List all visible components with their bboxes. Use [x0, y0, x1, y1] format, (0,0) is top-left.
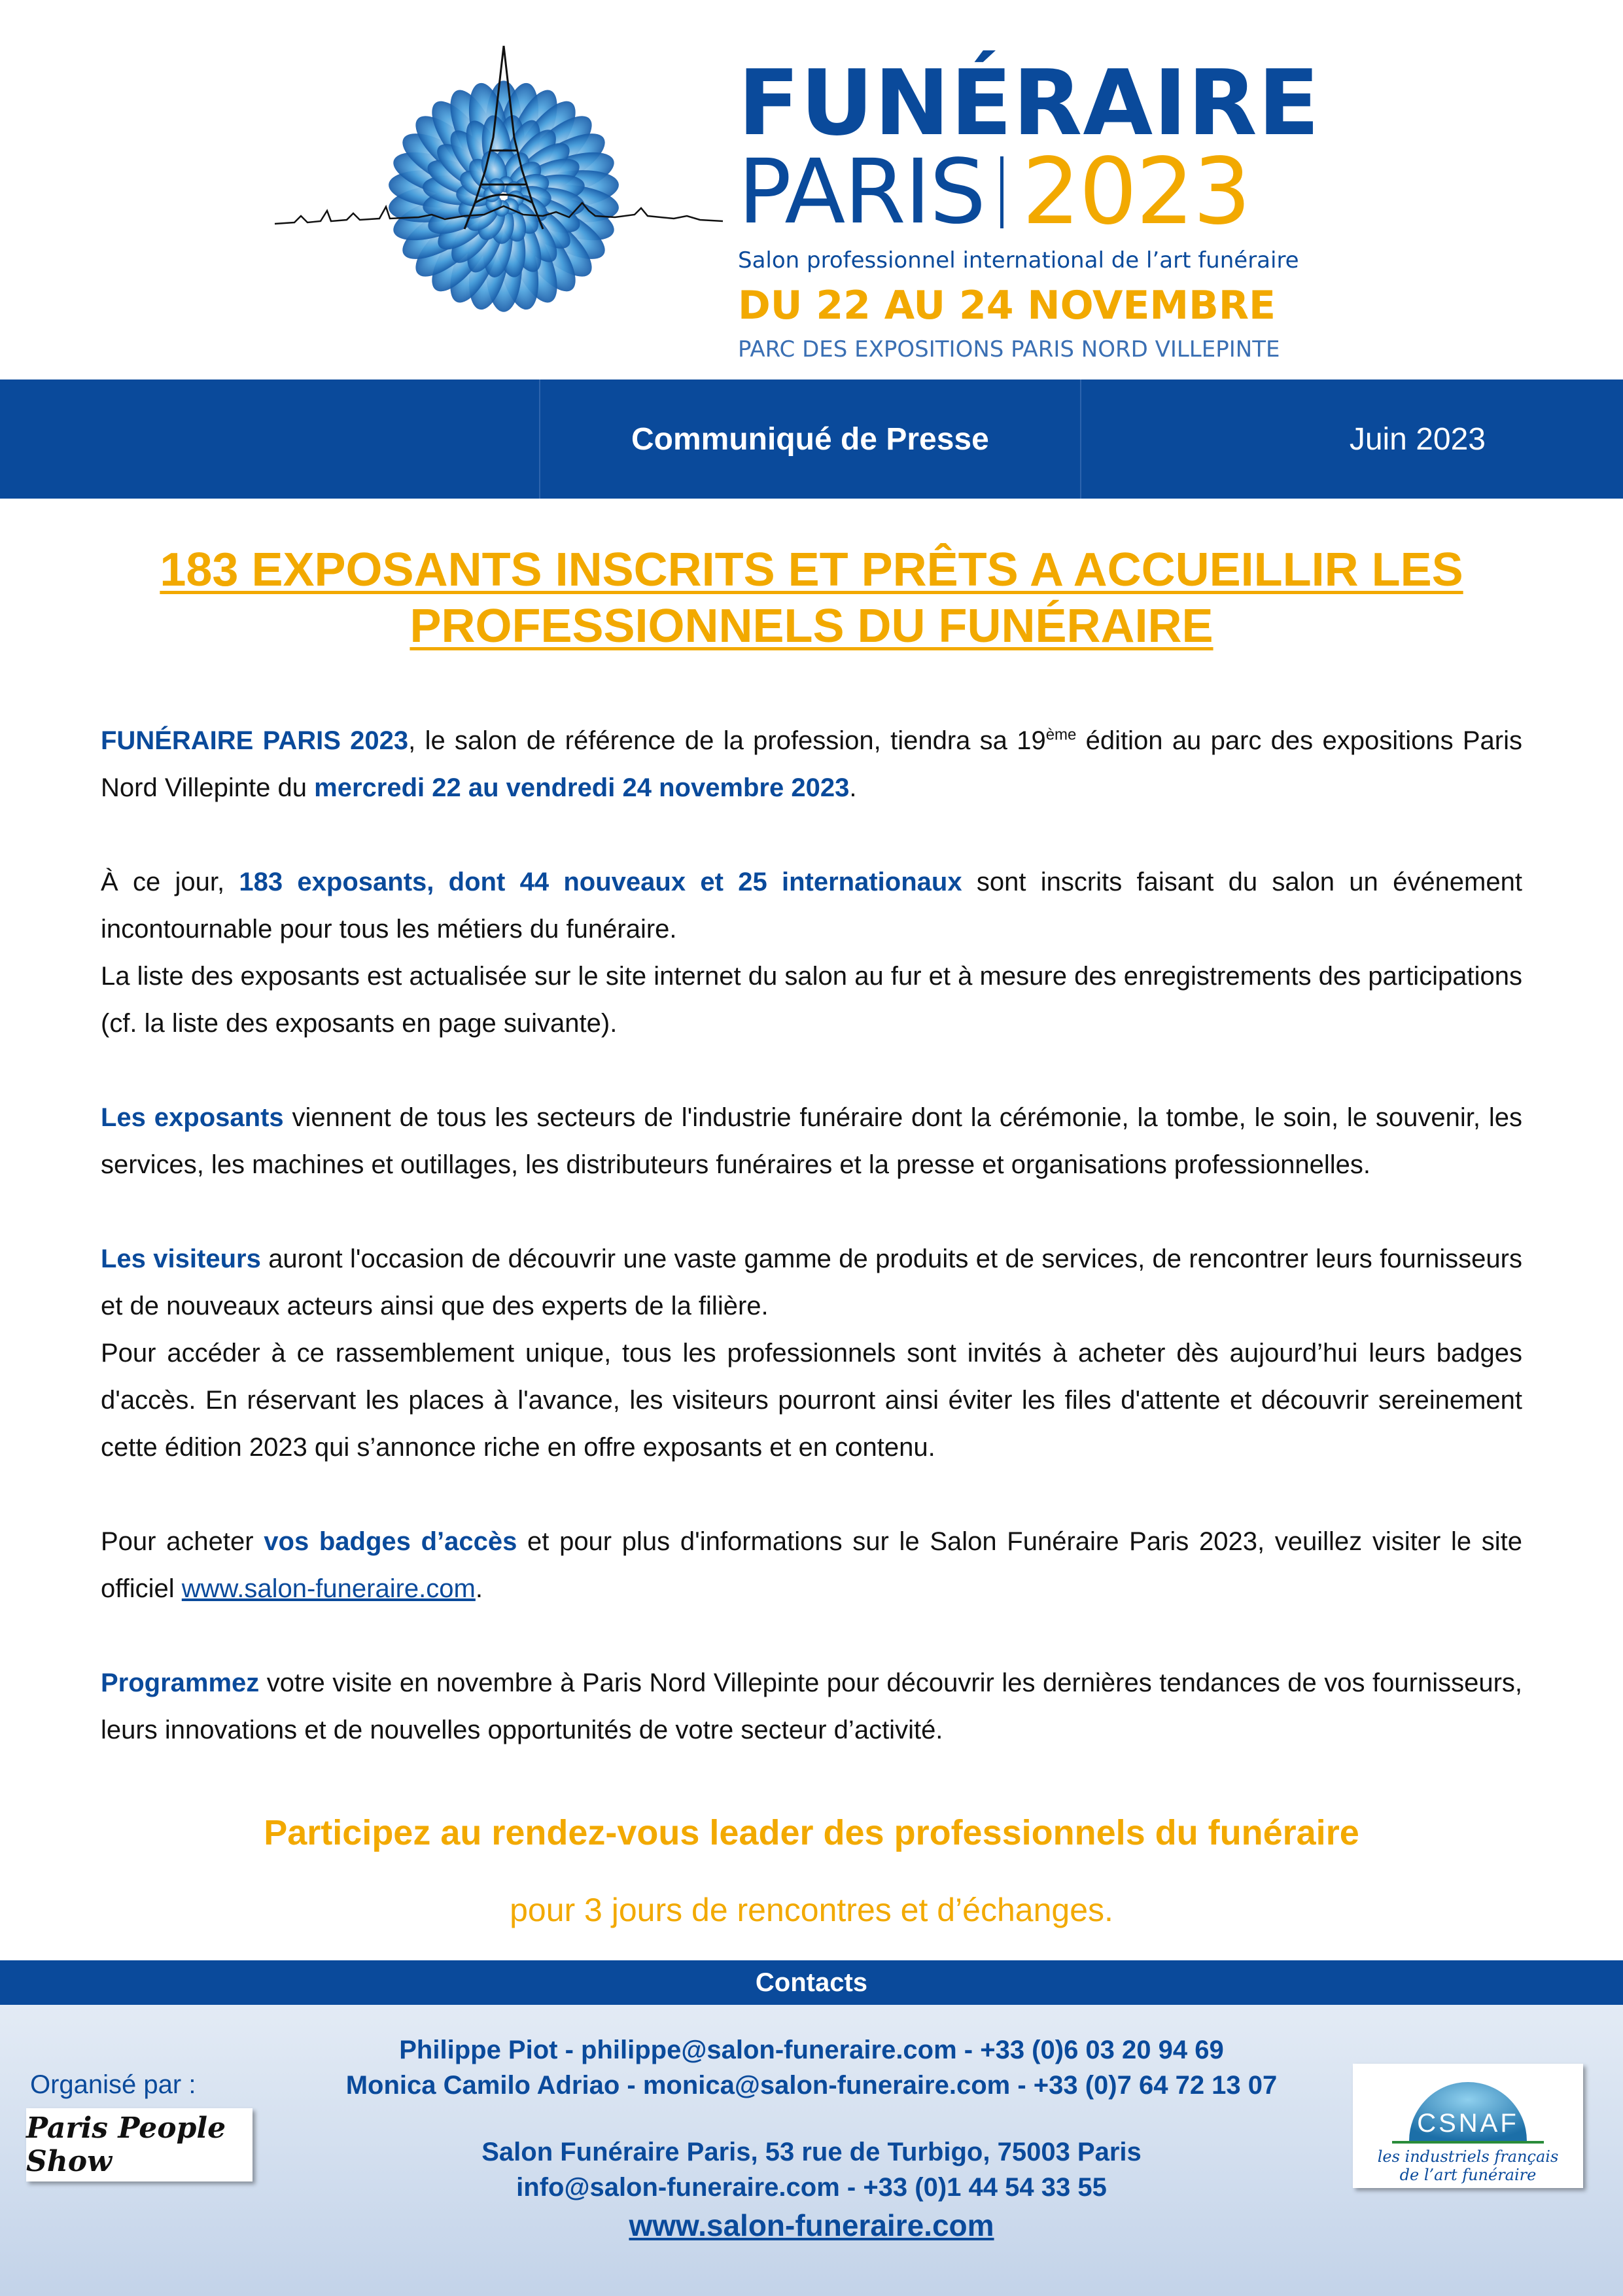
- cta-line-1: Participez au rendez-vous leader des professionnels du funéraire: [264, 1813, 1359, 1852]
- brand-dates: DU 22 AU 24 NOVEMBRE: [738, 283, 1276, 328]
- superscript: ème: [1045, 726, 1077, 744]
- paragraph-exhibitors: [101, 1094, 1522, 1188]
- bold-plan: Programmez: [101, 1669, 260, 1697]
- paragraph-buy-badges: [101, 1518, 1522, 1612]
- csnaf-sub-line1: les industriels français: [1377, 2147, 1559, 2166]
- brand-tagline: Salon professionnel international de l’art funéraire: [738, 247, 1299, 274]
- organised-by-label: Organisé par :: [30, 2070, 196, 2099]
- paris-people-show-logo: Paris People Show: [26, 2108, 253, 2181]
- press-banner: [0, 380, 1623, 499]
- text: sont inscrits faisant du salon un événement incontournable pour tous les métiers du funéraire.: [101, 868, 1522, 944]
- bold-event-name: FUNÉRAIRE PARIS 2023: [101, 726, 409, 755]
- text: viennent de tous les secteurs de l'industrie funéraire dont la cérémonie, la tombe, le soin, le souvenir, les services, les machines et outillages, les distributeurs funéraires et la presse et organisations professionnelles.: [101, 1103, 1523, 1179]
- paragraph-exhibitor-list: La liste des exposants est actualisée sur le site internet du salon au fur et à mesure des enregistrements des participations (cf. la liste des exposants en page suivante).: [101, 962, 1522, 1038]
- bold-badges: vos badges d’accès: [264, 1527, 517, 1556]
- bold-visitors-label: Les visiteurs: [101, 1245, 261, 1273]
- text: , le salon de référence de la profession, tiendra sa 19: [408, 726, 1046, 755]
- csnaf-logo: [1353, 2064, 1583, 2188]
- bold-exhibitors-label: Les exposants: [101, 1103, 284, 1132]
- brand-venue: PARC DES EXPOSITIONS PARIS NORD VILLEPINTE: [738, 336, 1280, 362]
- csnaf-sub-line2: de l’art funéraire: [1399, 2166, 1537, 2184]
- brand-block: [738, 50, 1321, 362]
- brand-separator: [1000, 156, 1003, 228]
- brand-year: 2023: [1022, 139, 1250, 245]
- text: édition au parc des expositions Paris Nord Villepinte du: [101, 726, 1522, 802]
- bold-dates: mercredi 22 au vendredi 24 novembre 2023: [314, 773, 850, 802]
- brand-title: FUNÉRAIRE: [738, 50, 1321, 156]
- paragraph-badges: Pour accéder à ce rassemblement unique, tous les professionnels sont invités à acheter dès aujourd’hui leurs badges d'accès. En réservant les places à l'avance, les visiteurs pourront ainsi éviter les files d'attente et découvrir sereinement cette édition 2023 qui s’annonce riche en offre exposants et en contenu.: [101, 1339, 1522, 1462]
- text: .: [849, 773, 857, 802]
- text: À ce jour,: [101, 868, 239, 896]
- flower-eiffel-logo-icon: [268, 39, 726, 347]
- contact-monica: Monica Camilo Adriao - monica@salon-funeraire.com - +33 (0)7 64 72 13 07: [345, 2071, 1278, 2100]
- banner-empty-cell: [0, 380, 540, 499]
- brand-subtitle-row: [738, 139, 1281, 245]
- header: [0, 0, 1623, 380]
- paragraph-exhibitors-count: [101, 858, 1522, 953]
- headline: 183 EXPOSANTS INSCRITS ET PRÊTS A ACCUEILLIR LES PROFESSIONNELS DU FUNÉRAIRE: [160, 544, 1463, 652]
- paragraph-intro: [101, 717, 1522, 811]
- text: et pour plus d'informations sur le Salon Funéraire Paris 2023, veuillez visiter le site officiel: [101, 1527, 1523, 1603]
- bold-exhibitors: 183 exposants, dont 44 nouveaux et 25 internationaux: [239, 868, 962, 896]
- svg-text:CSNAF: CSNAF: [1417, 2109, 1519, 2138]
- cta-line-2: pour 3 jours de rencontres et d’échanges.: [510, 1892, 1113, 1928]
- csnaf-subtitle: [1353, 2147, 1583, 2184]
- contacts-bar: Contacts: [0, 1960, 1623, 2005]
- text: .: [475, 1574, 483, 1603]
- brand-paris: PARIS: [738, 141, 985, 244]
- general-contact: info@salon-funeraire.com - +33 (0)1 44 54 33 55: [516, 2173, 1107, 2202]
- text: Pour acheter: [101, 1527, 264, 1556]
- banner-doc-type: Communiqué de Presse: [540, 380, 1081, 499]
- contact-philippe: Philippe Piot - philippe@salon-funeraire.com - +33 (0)6 03 20 94 69: [399, 2036, 1224, 2064]
- footer: [0, 2005, 1623, 2296]
- press-body: [101, 717, 1522, 1801]
- text: auront l'occasion de découvrir une vaste gamme de produits et de services, de rencontrer leurs fournisseurs et de nouveaux acteurs ainsi que des experts de la filière.: [101, 1245, 1522, 1320]
- banner-date: Juin 2023: [1349, 421, 1486, 457]
- salon-address: Salon Funéraire Paris, 53 rue de Turbigo, 75003 Paris: [481, 2138, 1142, 2166]
- paragraph-plan-visit: [101, 1659, 1522, 1754]
- text: votre visite en novembre à Paris Nord Villepinte pour découvrir les dernières tendances de vos fournisseurs, leurs innovations et de nouvelles opportunités de votre secteur d’activité.: [101, 1669, 1522, 1744]
- paragraph-visitors: [101, 1235, 1522, 1330]
- footer-website-link[interactable]: www.salon-funeraire.com: [629, 2208, 994, 2242]
- website-link[interactable]: www.salon-funeraire.com: [181, 1574, 476, 1603]
